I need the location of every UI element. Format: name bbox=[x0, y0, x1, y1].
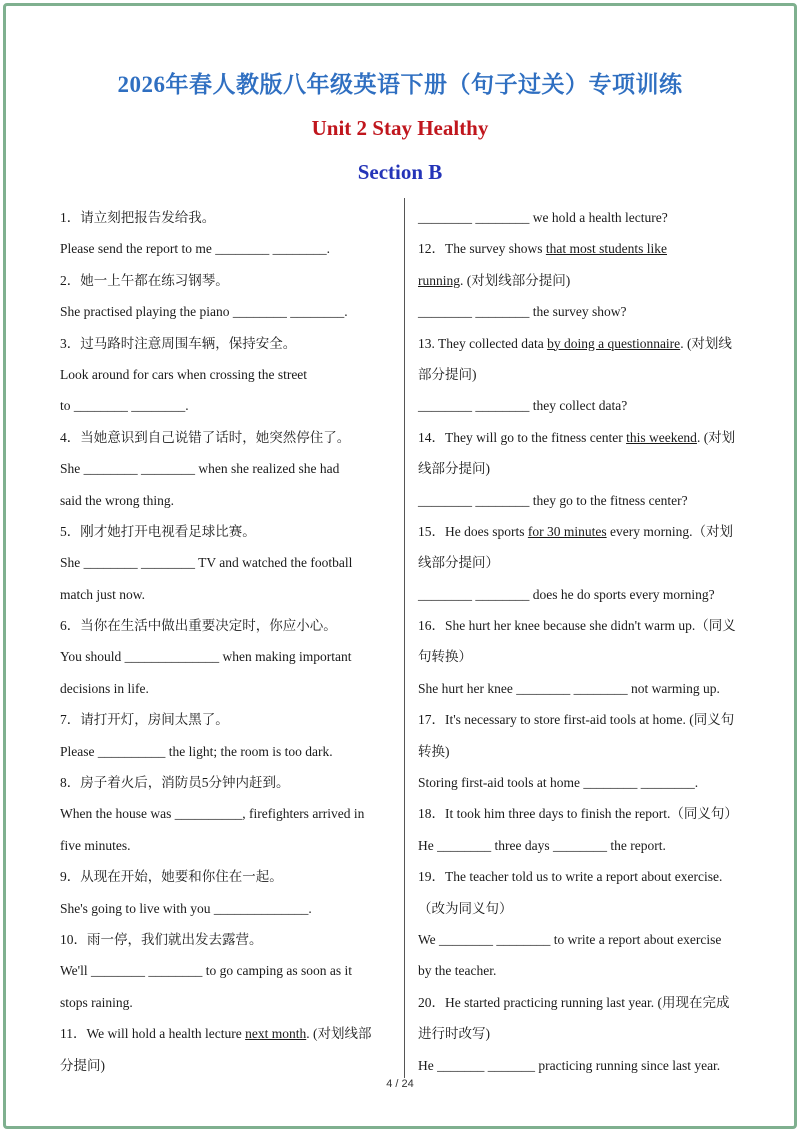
text-line: 12．The survey shows that most students like bbox=[418, 241, 667, 257]
text-line: 6．当你在生活中做出重要决定时，你应小心。 bbox=[60, 618, 337, 634]
text-line: ________ ________ they collect data? bbox=[418, 398, 628, 414]
text-line: 转换) bbox=[418, 743, 450, 759]
text-line: 11．We will hold a health lecture next month. (对划线部 bbox=[60, 1026, 372, 1042]
text-line: She practised playing the piano ________ ________. bbox=[60, 304, 348, 320]
text-line: You should ______________ when making important bbox=[60, 649, 352, 665]
text-line: decisions in life. bbox=[60, 680, 149, 696]
text-line: Storing first-aid tools at home ________ ________. bbox=[418, 775, 699, 791]
left-column bbox=[60, 202, 395, 1081]
text-line: 部分提问) bbox=[418, 366, 477, 382]
text-line: Please __________ the light; the room is too dark. bbox=[60, 743, 333, 759]
text-line: 分提问) bbox=[60, 1057, 105, 1073]
text-line: running. (对划线部分提问) bbox=[418, 272, 571, 288]
text-line: 5．刚才她打开电视看足球比赛。 bbox=[60, 523, 256, 539]
document-page bbox=[3, 3, 797, 1129]
text-line: 4．当她意识到自己说错了话时，她突然停住了。 bbox=[60, 429, 351, 445]
text-line: We'll ________ ________ to go camping as soon as it bbox=[60, 963, 352, 979]
text-line: match just now. bbox=[60, 586, 145, 602]
text-line: 13. They collected data by doing a questionnaire. (对划线 bbox=[418, 335, 732, 351]
text-line: He ________ three days ________ the report. bbox=[418, 837, 666, 853]
document-title: 2026年春人教版八年级英语下册（句子过关）专项训练 bbox=[117, 72, 683, 97]
text-line: 9．从现在开始，她要和你住在一起。 bbox=[60, 869, 283, 885]
text-line: ________ ________ they go to the fitness center? bbox=[418, 492, 688, 508]
text-line: by the teacher. bbox=[418, 963, 497, 979]
text-line: When the house was __________, firefighters arrived in bbox=[60, 806, 365, 822]
text-line: ________ ________ the survey show? bbox=[418, 304, 627, 320]
text-line: She's going to live with you ______________. bbox=[60, 900, 312, 916]
text-line: 20．He started practicing running last year. (用现在完成 bbox=[418, 994, 730, 1010]
text-line: 线部分提问) bbox=[418, 461, 490, 477]
right-column bbox=[418, 202, 753, 1081]
page-number: 4 / 24 bbox=[386, 1078, 414, 1090]
text-line: 16．She hurt her knee because she didn't warm up.（同义 bbox=[418, 618, 736, 634]
text-line: 10．雨一停，我们就出发去露营。 bbox=[60, 931, 263, 947]
text-line: 18．It took him three days to finish the report.（同义句） bbox=[418, 806, 738, 822]
text-line: 19．The teacher told us to write a report about exercise. bbox=[418, 869, 723, 885]
text-line: He _______ _______ practicing running since last year. bbox=[418, 1057, 721, 1073]
text-line: five minutes. bbox=[60, 837, 131, 853]
text-line: ________ ________ we hold a health lecture? bbox=[418, 210, 668, 225]
text-line: 进行时改写) bbox=[418, 1026, 490, 1042]
column-divider bbox=[404, 198, 405, 1078]
text-line: to ________ ________. bbox=[60, 398, 189, 414]
text-line: 14．They will go to the fitness center this weekend. (对划 bbox=[418, 429, 736, 445]
text-line: said the wrong thing. bbox=[60, 492, 174, 508]
text-line: She ________ ________ TV and watched the football bbox=[60, 555, 353, 571]
text-line: 线部分提问） bbox=[418, 555, 499, 571]
text-line: stops raining. bbox=[60, 994, 133, 1010]
text-line: Look around for cars when crossing the street bbox=[60, 366, 308, 382]
text-line: Please send the report to me ________ ________. bbox=[60, 241, 330, 257]
text-line: 15．He does sports for 30 minutes every morning.（对划 bbox=[418, 523, 733, 539]
text-line: 3．过马路时注意周围车辆，保持安全。 bbox=[60, 335, 297, 351]
text-line: She hurt her knee ________ ________ not warming up. bbox=[418, 680, 720, 696]
text-line: She ________ ________ when she realized she had bbox=[60, 461, 340, 477]
text-line: 2．她一上午都在练习钢琴。 bbox=[60, 272, 229, 288]
text-line: 17．It's necessary to store first-aid tools at home. (同义句 bbox=[418, 712, 735, 728]
text-line: ________ ________ does he do sports every morning? bbox=[418, 586, 715, 602]
text-line: 句转换） bbox=[418, 649, 472, 665]
section-heading: Section B bbox=[357, 160, 443, 184]
text-line: 8．房子着火后，消防员5分钟内赶到。 bbox=[60, 775, 290, 791]
text-line: We ________ ________ to write a report about exercise bbox=[418, 931, 722, 947]
text-line: 7．请打开灯，房间太黑了。 bbox=[60, 712, 229, 728]
text-line: （改为同义句） bbox=[418, 900, 513, 916]
unit-heading: Unit 2 Stay Healthy bbox=[311, 116, 489, 140]
text-line: 1．请立刻把报告发给我。 bbox=[60, 210, 216, 225]
